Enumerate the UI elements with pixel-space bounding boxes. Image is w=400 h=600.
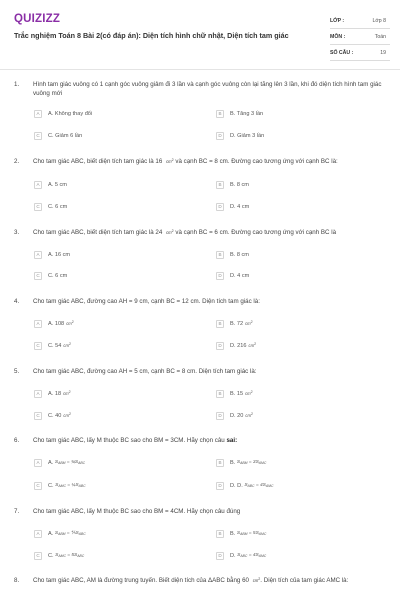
- meta-row-class: [330, 13, 390, 29]
- formula-symbol: S: [237, 553, 241, 558]
- formula-subscript: ABM: [58, 532, 66, 536]
- option-text: D. 4 cm: [230, 203, 250, 210]
- option-text: A. 18: [48, 390, 62, 397]
- formula-subscript: AMC: [58, 554, 66, 558]
- option-letter-box: D: [216, 342, 224, 350]
- question-text-part: Cho tam giác ABC, biết diện tích tam giác là 16: [33, 158, 163, 165]
- unit-exponent: 2: [250, 319, 253, 324]
- option-letter-box: A: [34, 320, 42, 328]
- formula-subscript: ABC: [77, 554, 85, 558]
- formula-rest: = 3S: [248, 460, 259, 465]
- formula-subscript: ABC: [78, 532, 86, 536]
- option-text: C.: [48, 552, 54, 559]
- option-text: B.: [230, 530, 236, 537]
- option-text: B. 8 cm: [230, 181, 249, 188]
- formula-subscript: AMC: [265, 484, 274, 488]
- unit-cm: cm: [63, 391, 69, 396]
- option-c[interactable]: [34, 270, 67, 281]
- question-number: 1.: [14, 81, 20, 88]
- unit-cm: cm: [245, 413, 251, 418]
- formula: [237, 553, 266, 558]
- formula-rest: = ¾S: [66, 460, 79, 465]
- question-text: [33, 437, 389, 446]
- option-a[interactable]: [34, 179, 67, 190]
- formula-subscript: ABC: [78, 461, 86, 465]
- unit-cm: cm: [245, 391, 251, 396]
- formula: [55, 460, 85, 465]
- option-text: C. 6 cm: [48, 203, 68, 210]
- formula-symbol: S: [244, 483, 248, 488]
- question-number: 4.: [14, 298, 20, 305]
- option-text: A. 16 cm: [48, 251, 71, 258]
- option-text: A.: [48, 530, 54, 537]
- formula: [55, 531, 86, 536]
- option-c[interactable]: [34, 340, 71, 351]
- option-text: C. 6 cm: [48, 272, 68, 279]
- option-text: C. Giảm 6 lần: [48, 132, 83, 139]
- option-b[interactable]: [216, 108, 263, 119]
- unit-exponent: 2: [68, 411, 71, 416]
- option-letter-box: C: [34, 482, 42, 490]
- formula-symbol: S: [55, 483, 59, 488]
- formula: [237, 460, 266, 465]
- formula-symbol: S: [54, 531, 59, 536]
- formula-subscript: AMC: [258, 461, 267, 465]
- option-text: C. 40: [48, 412, 62, 419]
- option-letter-box: B: [216, 390, 224, 398]
- unit-cm: cm: [63, 343, 69, 348]
- question-text: Cho tam giác ABC, đường cao AH = 5 cm, cạnh BC = 8 cm. Diện tích tam giác là:: [33, 368, 257, 375]
- option-b[interactable]: [216, 179, 249, 190]
- option-letter-box: A: [34, 251, 42, 259]
- formula-symbol: S: [55, 553, 59, 558]
- option-b[interactable]: [216, 528, 266, 539]
- option-letter-box: B: [216, 251, 224, 259]
- question-text-part: Cho tam giác ABC, AM là đường trung tuyến. Biết diện tích của ΔABC bằng 60: [33, 577, 249, 584]
- option-d[interactable]: [216, 201, 249, 212]
- formula: [237, 531, 266, 536]
- option-d[interactable]: [216, 480, 273, 491]
- formula-subscript: AMC: [258, 554, 267, 558]
- unit-exponent: 2: [71, 319, 74, 324]
- question-number: 5.: [14, 368, 20, 375]
- question-text: Hình tam giác vuông có 1 cạnh góc vuông giảm đi 3 lần và cạnh góc vuông còn lại tăng lên 3 lần, khi đó diện tích hình tam giác vuông mới: [33, 81, 382, 97]
- meta-value: Toán: [374, 33, 386, 40]
- unit-exponent: 2: [171, 229, 174, 233]
- option-text: A. 5 cm: [48, 181, 67, 188]
- option-text: D. D.: [230, 482, 243, 489]
- option-letter-box: A: [34, 459, 42, 467]
- worksheet-header: [0, 0, 400, 66]
- question-text-part: Cho tam giác ABC, lấy M thuộc BC sao cho BM = 3CM. Hãy chọn câu: [33, 437, 225, 444]
- formula-symbol: S: [236, 460, 241, 465]
- option-d[interactable]: [216, 550, 266, 561]
- option-text: B. 15: [230, 390, 244, 397]
- option-d[interactable]: [216, 270, 249, 281]
- option-text: C. 54: [48, 342, 62, 349]
- formula-subscript: ABM: [240, 532, 248, 536]
- option-letter-box: C: [34, 132, 42, 140]
- question-text-part: và cạnh BC = 6 cm. Đường cao tương ứng với cạnh BC là: [175, 229, 337, 236]
- unit-cm: cm: [66, 321, 72, 326]
- option-a[interactable]: [34, 528, 86, 539]
- quizizz-logo: QUIZIZZ: [14, 13, 61, 25]
- option-letter-box: A: [34, 181, 42, 189]
- option-b[interactable]: [216, 318, 253, 329]
- option-b[interactable]: [216, 457, 266, 468]
- meta-key: LỚP :: [330, 17, 345, 24]
- option-c[interactable]: [34, 480, 86, 491]
- formula-rest: = 5S: [67, 553, 78, 558]
- option-letter-box: B: [216, 110, 224, 118]
- option-c[interactable]: [34, 410, 71, 421]
- option-d[interactable]: [216, 130, 264, 141]
- formula-subscript: AMC: [258, 532, 267, 536]
- formula-subscript: AMC: [58, 484, 66, 488]
- option-letter-box: B: [216, 459, 224, 467]
- meta-key: SỐ CÂU :: [330, 49, 354, 56]
- unit-cm: cm: [63, 413, 69, 418]
- unit-exponent: 2: [254, 341, 257, 346]
- formula-rest: = 5S: [248, 531, 259, 536]
- formula-symbol: S: [236, 531, 241, 536]
- question-text: [33, 229, 389, 238]
- question-number: 3.: [14, 229, 20, 236]
- unit-cm: cm: [166, 230, 172, 235]
- option-text: B. 8 cm: [230, 251, 249, 258]
- option-letter-box: D: [216, 132, 224, 140]
- formula-rest: = 4S: [255, 483, 266, 488]
- header-divider: [0, 69, 400, 70]
- option-text: B. Tăng 3 lần: [230, 110, 264, 117]
- meta-row-subject: [330, 29, 390, 45]
- option-letter-box: A: [34, 110, 42, 118]
- option-letter-box: B: [216, 181, 224, 189]
- option-d[interactable]: [216, 410, 253, 421]
- option-text: D. 20: [230, 412, 244, 419]
- meta-table: [330, 13, 390, 61]
- option-text: A. Không thay đổi: [48, 110, 93, 117]
- option-c[interactable]: [34, 550, 84, 561]
- formula: [55, 483, 85, 488]
- meta-key: MÔN :: [330, 33, 346, 40]
- option-letter-box: D: [216, 552, 224, 560]
- unit-exponent: 2: [258, 577, 261, 581]
- meta-value: 19: [380, 49, 386, 56]
- unit-exponent: 2: [171, 158, 174, 162]
- unit-cm: cm: [252, 578, 259, 583]
- option-c[interactable]: [34, 201, 67, 212]
- unit-cm: cm: [248, 343, 255, 348]
- meta-value: Lớp 8: [372, 17, 386, 24]
- option-text: D. Giảm 3 lần: [230, 132, 265, 139]
- option-b[interactable]: [216, 388, 253, 399]
- worksheet-title: Trắc nghiệm Toán 8 Bài 2(có đáp án): Diện tích hình chữ nhật, Diện tích tam giác: [14, 31, 289, 40]
- question-text: Cho tam giác ABC, lấy M thuộc BC sao cho BM = 4CM. Hãy chọn câu đúng: [33, 508, 241, 515]
- question-text-part: . Diện tích của tam giác AMC là:: [260, 577, 349, 584]
- option-a[interactable]: [34, 318, 74, 329]
- formula-rest: = ⅘S: [66, 531, 79, 536]
- unit-exponent: 2: [250, 411, 253, 416]
- question-text: Cho tam giác ABC, đường cao AH = 9 cm, cạnh BC = 12 cm. Diện tích tam giác là:: [33, 298, 260, 305]
- question-text-bold: sai:: [226, 437, 238, 444]
- question-number: 6.: [14, 437, 20, 444]
- option-letter-box: C: [34, 272, 42, 280]
- unit-exponent: 2: [68, 341, 71, 346]
- option-text: D. 4 cm: [230, 272, 250, 279]
- question-text: [33, 577, 389, 586]
- formula-subscript: ABC: [240, 554, 248, 558]
- question-text-part: và cạnh BC = 8 cm. Đường cao tương ứng với cạnh BC là:: [175, 158, 338, 165]
- option-letter-box: D: [216, 272, 224, 280]
- formula-subscript: ABC: [247, 484, 255, 488]
- question-number: 8.: [14, 577, 20, 584]
- option-letter-box: D: [216, 412, 224, 420]
- option-a[interactable]: [34, 249, 70, 260]
- option-a[interactable]: [34, 388, 71, 399]
- formula: [244, 483, 273, 488]
- unit-exponent: 2: [68, 389, 71, 394]
- meta-row-count: [330, 45, 390, 61]
- option-letter-box: D: [216, 203, 224, 211]
- option-letter-box: D: [216, 482, 224, 490]
- option-letter-box: C: [34, 203, 42, 211]
- question-text-part: Cho tam giác ABC, biết diện tích tam giác là 24: [33, 229, 163, 236]
- formula: [55, 553, 84, 558]
- question-text: [33, 158, 389, 167]
- question-number: 7.: [14, 508, 20, 515]
- option-text: B. 72: [230, 320, 244, 327]
- formula-symbol: S: [54, 460, 59, 465]
- option-letter-box: A: [34, 390, 42, 398]
- option-text: A. 108: [48, 320, 65, 327]
- option-text: D. 216: [230, 342, 247, 349]
- option-a[interactable]: [34, 108, 92, 119]
- option-text: C.: [48, 482, 54, 489]
- option-d[interactable]: [216, 340, 256, 351]
- option-a[interactable]: [34, 457, 85, 468]
- formula-rest: = ¼S: [67, 483, 79, 488]
- option-b[interactable]: [216, 249, 249, 260]
- formula-rest: = 4S: [248, 553, 259, 558]
- option-letter-box: B: [216, 320, 224, 328]
- option-letter-box: C: [34, 552, 42, 560]
- option-letter-box: A: [34, 530, 42, 538]
- option-c[interactable]: [34, 130, 82, 141]
- option-text: D.: [230, 552, 236, 559]
- option-letter-box: C: [34, 342, 42, 350]
- formula-subscript: ABM: [58, 461, 66, 465]
- unit-cm: cm: [166, 159, 172, 164]
- formula-subscript: ABC: [78, 484, 86, 488]
- option-letter-box: B: [216, 530, 224, 538]
- unit-exponent: 2: [250, 389, 253, 394]
- formula-subscript: ABM: [240, 461, 248, 465]
- option-letter-box: C: [34, 412, 42, 420]
- option-text: A.: [48, 459, 54, 466]
- question-number: 2.: [14, 158, 20, 165]
- unit-cm: cm: [245, 321, 251, 326]
- option-text: B.: [230, 459, 236, 466]
